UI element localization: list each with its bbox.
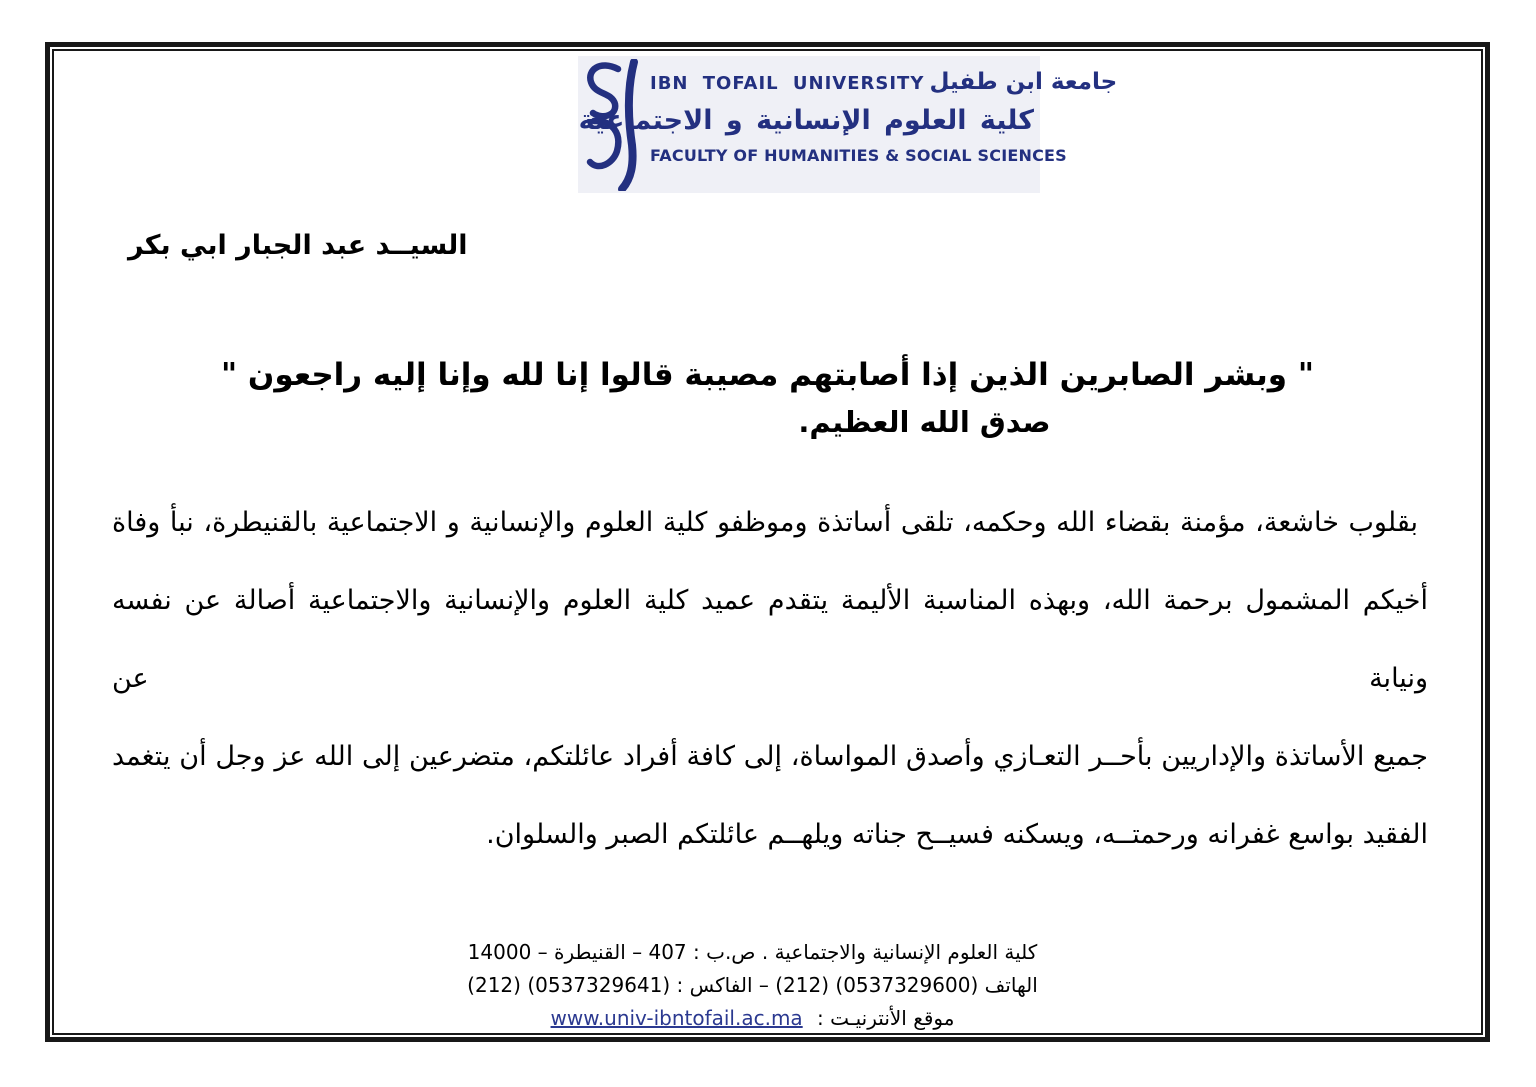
verse-attribution: صدق الله العظيم.	[798, 405, 1051, 439]
university-name-en: IBN TOFAIL UNIVERSITY	[650, 73, 925, 94]
footer-address: كلية العلوم الإنسانية والاجتماعية . ص.ب : 407 – القنيطرة – 14000	[467, 940, 1038, 964]
university-name-row	[650, 68, 1118, 98]
website-label: موقع الأنترنيـت :	[817, 1006, 955, 1030]
quran-verse-block	[45, 352, 1490, 446]
body-line: أخيكم المشمول برحمة الله، وبهذه المناسبة الأليمة يتقدم عميد كلية العلوم والإنسانية والاجتماعية أصالة عن نفسه ونيابة عن	[112, 585, 1428, 694]
body-line: جميع الأساتذة والإداريين بأحــر التعـازي وأصدق المواساة، إلى كافة أفراد عائلتكم، متضرعين إلى الله عز وجل أن يتغمد	[112, 741, 1428, 772]
body-line: الفقيد بواسع غفرانه ورحمتــه، ويسكنه فسيــح جناته ويلهــم عائلتكم الصبر والسلوان.	[486, 819, 1428, 850]
website-link[interactable]: www.univ-ibntofail.ac.ma	[550, 1006, 803, 1030]
body-line: بقلوب خاشعة، مؤمنة بقضاء الله وحكمه، تلقى أساتذة وموظفو كلية العلوم والإنسانية و الاجتماعية بالقنيطرة، نبأ وفاة	[112, 507, 1418, 538]
recipient-name: السيــد عبد الجبار ابي بكر	[128, 230, 468, 261]
footer-phone-fax: الهاتف (0537329600) (212) – الفاكس : (0537329641) (212)	[467, 973, 1038, 997]
university-logo-block	[578, 56, 1118, 193]
condolence-paragraph	[112, 484, 1428, 874]
faculty-name-ar: كلية العلوم الإنسانية و الاجتماعية	[578, 105, 1034, 136]
university-name-ar: جامعة ابن طفيل	[929, 69, 1118, 95]
faculty-name-en: FACULTY OF HUMANITIES & SOCIAL SCIENCES	[650, 146, 1067, 165]
footer-website-line	[45, 1002, 1460, 1035]
footer	[45, 936, 1460, 1035]
quran-verse: " وبشر الصابرين الذين إذا أصابتهم مصيبة قالوا إنا لله وإنا إليه راجعون "	[220, 357, 1314, 393]
logo-text	[578, 68, 1118, 168]
